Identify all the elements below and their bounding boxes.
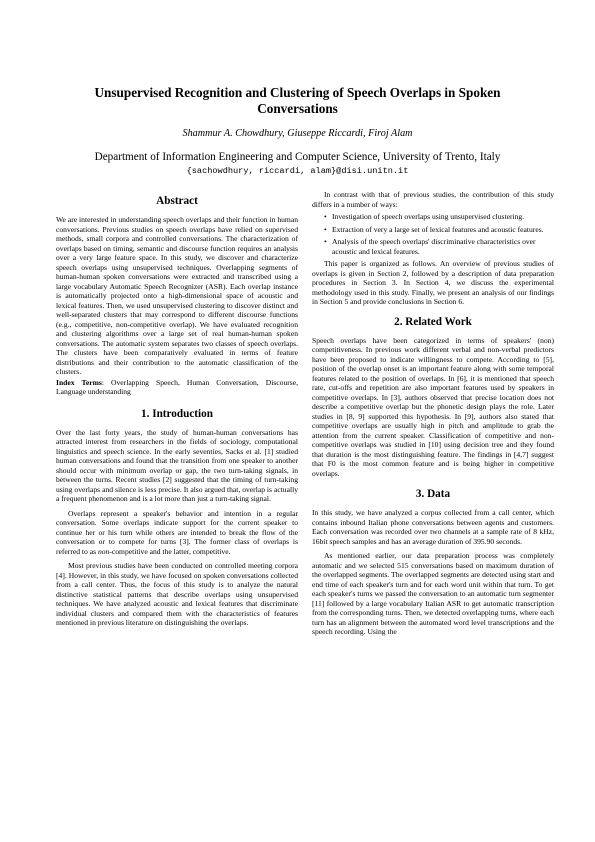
intro-paragraph-2-em: non: [97, 546, 110, 556]
section-heading-introduction: 1. Introduction: [141, 407, 213, 420]
intro-paragraph-2-a: Overlaps represent a speaker's behavior and intention in a regular conversation. Some overlaps indicate support for the current speaker to continue her or his turn while others are intended to break the flow of the conversation or to compete for turns [3]. The former class of overlaps is referred to as: [56, 508, 298, 556]
data-paragraph-1: In this study, we have analyzed a corpus collected from a call center, which contains inbound Italian phone conversations between agents and customers. Each conversation was recorded over two channels at a sample rate of 8 kHz, 16bit speech samples and has an average duration of 395.90 seconds.: [312, 508, 554, 546]
intro-paragraph-1: Over the last forty years, the study of human-human conversations has attracted interest from researchers in the fields of sociology, computational linguistics and speech science. In the early seventies, Sacks et al. [1] studied human conversations and found that the transition from one speaker to another should occur with minimum overlap or gap, the two turn-taking signals, in between the turns. Recent studies [2] suggested that the timing of turn-taking using overlaps and silence is less precise. It also argued that, overlap is actually a frequent phenomenon and is a lot more than just a turn-taking signal.: [56, 427, 298, 503]
section-heading-related-work: 2. Related Work: [394, 315, 472, 328]
right-column: [312, 190, 554, 637]
intro-paragraph-2-b: -competitive and the latter, competitive.: [109, 546, 231, 556]
paper-title: Unsupervised Recognition and Clustering of Speech Overlaps in Spoken Conversations: [94, 85, 501, 116]
index-terms: [56, 378, 298, 397]
paper-affiliation: Department of Information Engineering and Computer Science, University of Trento, Italy: [94, 151, 501, 163]
list-item: • Extraction of very a large set of lexical features and acoustic features.: [324, 225, 554, 235]
organization-paragraph: This paper is organized as follows. An overview of previous studies of overlaps is given in Section 2, followed by a description of data preparation procedures in Section 3. In Section 4, we discuss the experimental methodology used in this study. Finally, we present an analysis of our findings in Section 5 and provide conclusions in Section 6.: [312, 259, 554, 306]
intro-paragraph-3: Most previous studies have been conducted on controlled meeting corpora [4]. However, in this study, we have focused on spoken conversations collected from a call center. Thus, the focus of this study is to analyze the natural distinctive statistical patterns that describe overlaps using unsupervised techniques. We have analyzed acoustic and lexical features that discriminate individual clusters and compared them with the characteristics of features mentioned in previous literature on distinguishing the overlaps.: [56, 561, 298, 627]
abstract-heading: Abstract: [156, 195, 198, 207]
related-work-paragraph: Speech overlaps have been categorized in terms of speakers' (non) competitiveness. In previous work different verbal and non-verbal predictors have been proposed to indicate willingness to compete. According to [5], position of the overlap onset is an important feature along with some temporal features related to the position of overlaps. In [6], it is mentioned that speech rate, cut-offs and repetition are also important features used by speakers in competitive overlaps. In [3], authors observed that precise location does not describe a competitive overlap but the phonetic design plays the role. Later studies in [8, 9] supported this hypothesis. In [9], authors also stated that competitive overlaps are usually high in pitch and amplitude to grab the attention from the current speaker. Classification of competitive and non-competitive overlaps was studied in [10] using decision tree and they found that duration is the most distinguishing feature. The findings in [4,7] suggest that F0 is the most common feature and is being higher in competitive overlaps.: [312, 335, 554, 478]
intro-continuation: In contrast with that of previous studies, the contribution of this study differs in a number of ways:: [312, 190, 554, 209]
left-column: [56, 190, 298, 628]
list-item: • Analysis of the speech overlaps' discriminative characteristics over acoustic and lexical features.: [324, 237, 554, 256]
abstract-text: We are interested in understanding speech overlaps and their function in human conversations. Previous studies on speech overlaps have relied on supervised methods, small corpora and controlled conversations. The characterization of overlaps based on timing, semantic and discourse function requires an analysis over a very large feature space. In this study, we discover and characterize speech overlaps using unsupervised techniques. Overlapping segments of human-human spoken conversations were extracted and transcribed using a large vocabulary Automatic Speech Recognizer (ASR). Each overlap instance is automatically projected onto a high-dimensional space of acoustic and lexical features. Then, we used unsupervised clustering to discover distinct and well-separated clusters that may correspond to different discourse functions (e.g., competitive, non-competitive overlap). We have evaluated recognition and clustering algorithms over a large set of real human-human spoken conversations. The automatic system separates two classes of speech overlaps. The clusters have been comparatively evaluated in terms of feature distributions and their contribution to the automatic classification of the clusters.: [56, 215, 298, 376]
index-terms-label: Index Terms: [56, 377, 102, 387]
paper-email: {sachowdhury, riccardi, alam}@disi.unitn.it: [186, 166, 409, 176]
paper-authors: Shammur A. Chowdhury, Giuseppe Riccardi, Firoj Alam: [182, 128, 413, 139]
list-item: • Investigation of speech overlaps using unsupervised clustering.: [324, 212, 554, 222]
intro-paragraph-2: [56, 509, 298, 557]
contribution-list: [324, 212, 554, 256]
section-heading-data: 3. Data: [415, 488, 451, 500]
data-paragraph-2: As mentioned earlier, our data preparation process was completely automatic and we selected 515 conversations based on maximum duration of the overlapped segments. The overlapped segments are detected using start and end time of each speaker's turn and for each word unit within that turn. To get each speaker's turns we passed the conversation to an automatic turn segmenter [11] followed by a large vocabulary Italian ASR to get automatic transcription from the corresponding turns. Then, we detected overlapping turns, where each turn has an alignment between the automated word level transcriptions and the speech recording. Using the: [312, 551, 554, 636]
index-terms-text: : Overlapping Speech, Human Conversation, Discourse, Language understanding: [56, 377, 298, 396]
